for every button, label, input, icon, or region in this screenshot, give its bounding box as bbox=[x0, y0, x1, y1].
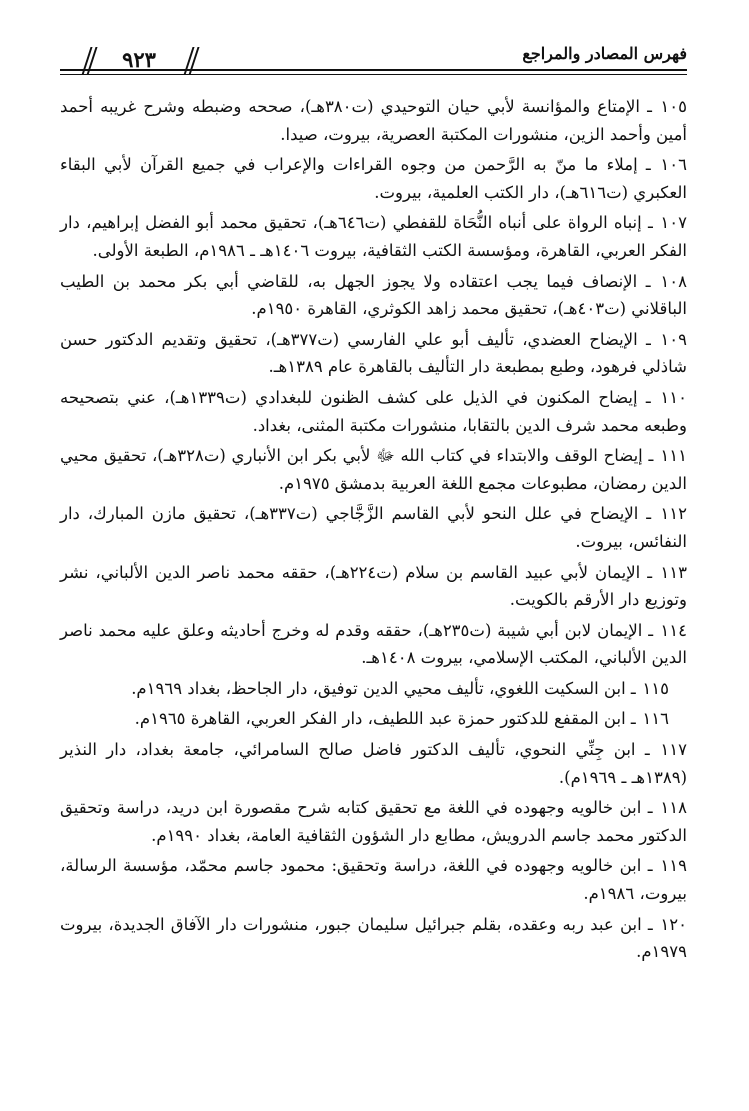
entry-separator: ـ bbox=[637, 271, 659, 291]
entry-number: ١٠٨ bbox=[660, 271, 687, 291]
entry-text: إيضاح المكنون في الذيل على كشف الظنون للبغدادي (ت١٣٣٩هـ)، عني بتصحيحه وطبعه محمد شرف الدين بالتقابا، منشورات مكتبة المثنى، بغداد. bbox=[60, 387, 687, 435]
entry-separator: ـ bbox=[638, 504, 659, 524]
entry-separator: ـ bbox=[641, 213, 660, 233]
bibliography-entry bbox=[60, 442, 687, 497]
entry-text: الإيضاح في علل النحو لأبي القاسم الزَّجَّاجي (ت٣٣٧هـ)، تحقيق مازن المبارك، دار النفائس، بيروت. bbox=[60, 504, 687, 551]
bibliography-entry bbox=[60, 911, 687, 966]
entry-text: الإمتاع والمؤانسة لأبي حيان التوحيدي (ت٣٨٠هـ)، صححه وضبطه وشرح غريبه أحمد أمين وأحمد الزين، منشورات المكتبة العصرية، بيروت، صيدا. bbox=[60, 97, 687, 144]
entry-text: الإيمان لأبي عبيد القاسم بن سلام (ت٢٢٤هـ)، حققه محمد ناصر الدين الألباني، نشر وتوزيع دار الأرقم بالكويت. bbox=[60, 562, 687, 610]
bibliography-entry bbox=[60, 209, 687, 264]
bibliography-entry bbox=[60, 500, 687, 555]
bibliography-entry bbox=[60, 268, 687, 323]
entry-text: ابن السكيت اللغوي، تأليف محيي الدين توفيق، دار الجاحظ، بغداد ١٩٦٩م. bbox=[131, 678, 626, 698]
entry-separator: ـ bbox=[635, 740, 659, 760]
entry-text: ابن عبد ربه وعقده، بقلم جبرائيل سليمان جبور، منشورات دار الآفاق الجديدة، بيروت ١٩٧٩م. bbox=[60, 914, 687, 962]
bibliography-entry bbox=[60, 151, 687, 206]
entry-number: ١١٦ bbox=[642, 709, 669, 729]
page-header bbox=[60, 44, 687, 78]
entry-number: ١١٨ bbox=[660, 798, 687, 818]
entry-separator: ـ bbox=[641, 856, 659, 876]
bibliography-entry bbox=[60, 794, 687, 849]
page-number: ٩٢٣ bbox=[122, 47, 156, 72]
entry-number: ١١٧ bbox=[660, 740, 687, 760]
bibliography-entry bbox=[60, 705, 687, 733]
entry-text: الإيمان لابن أبي شيبة (ت٢٣٥هـ)، حققه وقدم له وخرج أحاديثه وعلق عليه محمد ناصر الدين الألباني، المكتب الإسلامي، بيروت ١٤٠٨هـ. bbox=[60, 620, 687, 668]
entry-text: ابن خالويه وجهوده في اللغة مع تحقيق كتابه شرح مقصورة ابن دريد، دراسة وتحقيق الدكتور محمد جاسم الدرويش، مطابع دار الشؤون الثقافية العامة، بغداد ١٩٩٠م. bbox=[60, 798, 687, 845]
entry-separator: ـ bbox=[642, 446, 659, 466]
entry-number: ١١٠ bbox=[660, 387, 687, 407]
entry-number: ١١٣ bbox=[660, 562, 687, 582]
entry-text: ابن خالويه وجهوده في اللغة، دراسة وتحقيق: محمود جاسم محمّد، مؤسسة الرسالة، بيروت، ١٩٨٦م. bbox=[60, 856, 687, 904]
entry-number: ١١٥ bbox=[642, 678, 669, 698]
entry-number: ١٠٩ bbox=[660, 329, 688, 349]
bibliography-entry bbox=[60, 617, 687, 672]
bibliography-entry bbox=[60, 736, 687, 791]
entry-separator: ـ bbox=[639, 97, 660, 116]
header-rule-bottom bbox=[60, 74, 687, 75]
entry-number: ١٠٥ bbox=[660, 97, 688, 116]
entry-number: ١١٩ bbox=[660, 856, 687, 876]
bibliography-entry bbox=[60, 326, 687, 381]
bibliography-entry bbox=[60, 852, 687, 907]
bibliography-list bbox=[60, 93, 687, 969]
entry-separator: ـ bbox=[641, 798, 659, 818]
bibliography-entry bbox=[60, 384, 687, 439]
entry-separator: ـ bbox=[641, 914, 660, 934]
entry-number: ١٠٦ bbox=[660, 155, 687, 175]
entry-text: إيضاح الوقف والابتداء في كتاب الله ﷻ لأبي بكر ابن الأنباري (ت٣٢٨هـ)، تحقيق محيي الدين رمضان، مطبوعات مجمع اللغة العربية بدمشق ١٩٧٥م. bbox=[60, 446, 687, 493]
bibliography-entry bbox=[60, 559, 687, 614]
entry-separator: ـ bbox=[625, 678, 641, 698]
entry-text: إملاء ما منّ به الرَّحمن من وجوه القراءات والإعراب في جميع القرآن لأبي البقاء العكبري (ت٦١٦هـ)، دار الكتب العلمية، بيروت. bbox=[60, 155, 687, 202]
entry-number: ١٢٠ bbox=[660, 914, 688, 934]
entry-separator: ـ bbox=[637, 329, 660, 349]
entry-text: ابن المقفع للدكتور حمزة عبد اللطيف، دار الفكر العربي، القاهرة ١٩٦٥م. bbox=[134, 709, 626, 729]
entry-separator: ـ bbox=[640, 562, 659, 582]
entry-separator: ـ bbox=[637, 155, 659, 175]
entry-separator: ـ bbox=[637, 387, 659, 407]
entry-separator: ـ bbox=[642, 620, 659, 640]
entry-number: ١١١ bbox=[660, 446, 687, 466]
entry-number: ١١٤ bbox=[660, 620, 687, 640]
entry-separator: ـ bbox=[625, 709, 641, 729]
entry-text: إنباه الرواة على أنباه النُّحَاة للقفطي (ت٦٤٦هـ)، تحقيق محمد أبو الفضل إبراهيم، دار الفكر العربي، القاهرة، ومؤسسة الكتب الثقافية، بيروت ١٤٠٦هـ ـ ١٩٨٦م، الطبعة الأولى. bbox=[60, 213, 687, 260]
entry-number: ١٠٧ bbox=[660, 213, 688, 233]
bibliography-entry bbox=[60, 93, 687, 148]
bibliography-entry bbox=[60, 675, 687, 703]
running-header-title: فهرس المصادر والمراجع bbox=[522, 44, 687, 63]
entry-text: الإنصاف فيما يجب اعتقاده ولا يجوز الجهل به، للقاضي أبي بكر محمد بن الطيب الباقلاني (ت٤٠٣هـ)، تحقيق محمد زاهد الكوثري، القاهرة ١٩٥٠م. bbox=[60, 271, 687, 319]
entry-number: ١١٢ bbox=[660, 504, 687, 524]
entry-text: ابن جِنِّي النحوي، تأليف الدكتور فاضل صالح السامرائي، جامعة بغداد، دار النذير (١٣٨٩هـ ـ ١٩٦٩م). bbox=[60, 740, 687, 787]
entry-text: الإيضاح العضدي، تأليف أبو علي الفارسي (ت٣٧٧هـ)، تحقيق وتقديم الدكتور حسن شاذلي فرهود، وطبع بمطبعة دار التأليف بالقاهرة عام ١٣٨٩هـ. bbox=[60, 329, 687, 377]
